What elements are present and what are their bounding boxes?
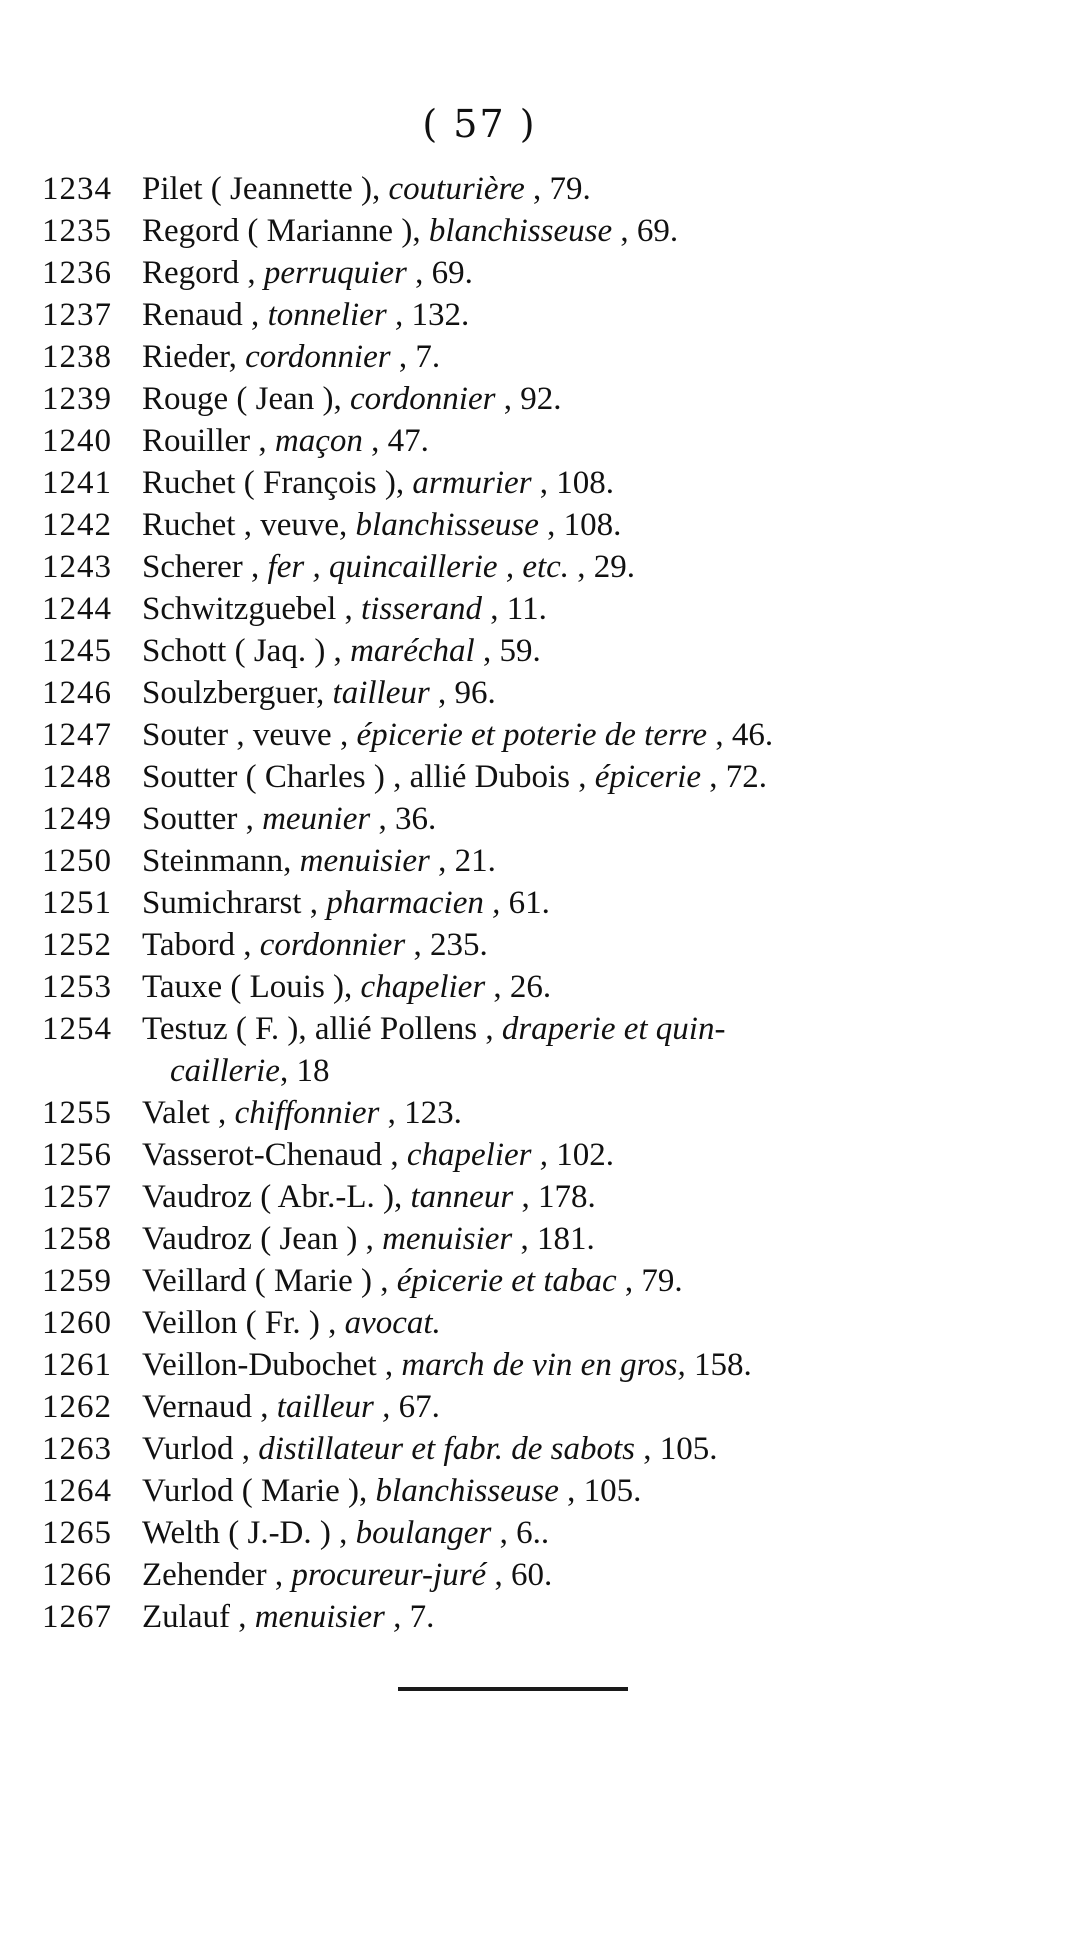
list-item — [42, 546, 982, 588]
entry-text — [142, 1428, 982, 1470]
entry-name: Veillon ( Fr. ) , — [142, 1305, 337, 1341]
entry-occupation: maréchal — [350, 633, 475, 669]
entry-occupation: chiffonnier — [234, 1095, 380, 1131]
entry-name: Testuz ( F. ), allié Pollens , — [142, 1011, 494, 1047]
entry-reference: , 92. — [503, 381, 562, 417]
entry-occupation: blanchisseuse — [375, 1473, 559, 1509]
entry-number: 1252 — [42, 927, 112, 963]
list-item — [42, 210, 982, 252]
list-item — [42, 462, 982, 504]
entry-reference: , 72. — [709, 759, 768, 795]
list-item — [42, 252, 982, 294]
list-item — [42, 336, 982, 378]
entry-text — [142, 252, 982, 294]
entry-reference: , 79. — [624, 1263, 683, 1299]
entry-occupation: procureur-juré — [291, 1557, 487, 1593]
list-item — [42, 882, 982, 924]
entry-occupation: draperie et quin- — [501, 1011, 726, 1047]
list-item — [42, 924, 982, 966]
entry-occupation-continued: caillerie — [170, 1053, 280, 1089]
list-item — [42, 1596, 982, 1638]
end-rule — [398, 1687, 628, 1691]
entry-occupation: fer , quincaillerie , etc. — [267, 549, 570, 585]
entry-name: Vaudroz ( Abr.-L. ), — [142, 1179, 403, 1215]
entry-text — [142, 294, 982, 336]
entry-text — [142, 882, 982, 924]
entry-reference: , 29. — [577, 549, 636, 585]
entry-number: 1265 — [42, 1515, 112, 1551]
entry-occupation: meunier — [262, 801, 371, 837]
entry-name: Veillon-Dubochet , — [142, 1347, 394, 1383]
entry-reference: , 60. — [494, 1557, 553, 1593]
list-item — [42, 1302, 982, 1344]
list-item — [42, 588, 982, 630]
entry-name: Zulauf , — [142, 1599, 247, 1635]
entry-reference: , 178. — [521, 1179, 596, 1215]
entry-text — [142, 420, 982, 462]
entry-name: Steinmann, — [142, 843, 292, 879]
entry-occupation: épicerie et tabac — [396, 1263, 617, 1299]
entry-number: 1261 — [42, 1347, 112, 1383]
entry-number: 1256 — [42, 1137, 112, 1173]
entry-reference: , 69. — [620, 213, 679, 249]
entry-number: 1250 — [42, 843, 112, 879]
entry-occupation: tailleur , — [276, 1389, 391, 1425]
list-item — [42, 1176, 982, 1218]
entry-occupation: blanchisseuse — [355, 507, 539, 543]
entry-reference: , 108. — [539, 465, 615, 501]
entry-name: Rouge ( Jean ), — [142, 381, 342, 417]
entry-name: Tabord , — [142, 927, 252, 963]
entry-occupation: chapelier , — [406, 1137, 548, 1173]
entry-occupation: menuisier , — [254, 1599, 402, 1635]
entry-occupation: perruquier — [263, 255, 407, 291]
entry-reference: 158. — [694, 1347, 752, 1383]
entry-name: Regord ( Marianne ), — [142, 213, 421, 249]
entry-text — [142, 504, 982, 546]
entry-occupation: tisserand — [361, 591, 483, 627]
entry-text — [142, 1512, 982, 1554]
list-item — [42, 1386, 982, 1428]
entry-name: Soutter , — [142, 801, 254, 837]
entry-name: Valet , — [142, 1095, 227, 1131]
list-item — [42, 840, 982, 882]
entry-occupation: épicerie et poterie de terre — [356, 717, 708, 753]
entry-text — [142, 378, 982, 420]
entry-number: 1234 — [42, 171, 112, 207]
entry-text — [142, 1344, 982, 1386]
entry-number: 1244 — [42, 591, 112, 627]
entry-reference: 7. — [409, 1599, 435, 1635]
entry-text — [142, 588, 982, 630]
entry-text — [142, 1554, 982, 1596]
entry-name: Renaud , — [142, 297, 260, 333]
entry-text — [142, 1260, 982, 1302]
entry-reference: , 11. — [490, 591, 547, 627]
entry-name: Pilet ( Jeannette ), — [142, 171, 381, 207]
entry-text — [142, 714, 982, 756]
entry-text — [142, 210, 982, 252]
entry-continuation — [142, 1050, 972, 1092]
list-item — [42, 672, 982, 714]
entry-number: 1266 — [42, 1557, 112, 1593]
entry-name: Ruchet ( François ), — [142, 465, 405, 501]
entry-text — [142, 1092, 982, 1134]
entry-number: 1262 — [42, 1389, 112, 1425]
list-item — [42, 1344, 982, 1386]
entry-number: 1255 — [42, 1095, 112, 1131]
entry-name: Welth ( J.-D. ) , — [142, 1515, 348, 1551]
entry-number: 1257 — [42, 1179, 112, 1215]
entry-name: Regord , — [142, 255, 256, 291]
entry-number: 1249 — [42, 801, 112, 837]
entry-occupation: chapelier — [360, 969, 486, 1005]
entry-text — [142, 168, 982, 210]
entry-number: 1237 — [42, 297, 112, 333]
entry-text — [142, 1176, 982, 1218]
entry-name: Scherer , — [142, 549, 260, 585]
entry-number: 1263 — [42, 1431, 112, 1467]
list-item — [42, 714, 982, 756]
entry-text — [142, 1134, 982, 1176]
entry-occupation: cordonnier — [350, 381, 496, 417]
entry-reference: , 36. — [378, 801, 437, 837]
list-item — [42, 630, 982, 672]
entry-reference: , 47. — [371, 423, 429, 459]
entry-number: 1259 — [42, 1263, 112, 1299]
entry-occupation: cordonnier — [259, 927, 406, 963]
entry-occupation: pharmacien , — [326, 885, 501, 921]
list-item — [42, 1470, 982, 1512]
entry-reference: , 21. — [438, 843, 496, 879]
list-item — [42, 1554, 982, 1596]
entry-number: 1241 — [42, 465, 112, 501]
list-item — [42, 798, 982, 840]
entry-number: 1238 — [42, 339, 112, 375]
entry-name: Ruchet , veuve, — [142, 507, 348, 543]
entry-name: Veillard ( Marie ) , — [142, 1263, 389, 1299]
directory-list — [42, 168, 982, 1638]
entry-number: 1258 — [42, 1221, 112, 1257]
entry-reference: 102. — [556, 1137, 614, 1173]
entry-name: Zehender , — [142, 1557, 284, 1593]
entry-number: 1247 — [42, 717, 112, 753]
entry-name: Schwitzguebel , — [142, 591, 353, 627]
entry-name: Tauxe ( Louis ), — [142, 969, 353, 1005]
list-item — [42, 1092, 982, 1134]
entry-number: 1254 — [42, 1011, 112, 1047]
entry-text — [142, 1302, 982, 1344]
list-item — [42, 168, 982, 210]
entry-number: 1246 — [42, 675, 112, 711]
entry-name: Vurlod , — [142, 1431, 251, 1467]
entry-occupation: menuisier — [382, 1221, 513, 1257]
entry-name: Soulzberguer, — [142, 675, 325, 711]
page-number: ( 57 ) — [422, 102, 537, 146]
entry-text — [142, 756, 982, 798]
entry-reference: , 235. — [413, 927, 488, 963]
entry-number: 1239 — [42, 381, 112, 417]
entry-reference: 61. — [508, 885, 550, 921]
entry-text — [142, 1470, 982, 1512]
entry-reference: , 181. — [520, 1221, 595, 1257]
list-item — [42, 1218, 982, 1260]
entry-number: 1267 — [42, 1599, 112, 1635]
entry-occupation: distillateur et fabr. de sabots — [258, 1431, 636, 1467]
entry-occupation: blanchisseuse — [428, 213, 613, 249]
entry-occupation: avocat. — [344, 1305, 441, 1341]
entry-name: Vernaud , — [142, 1389, 269, 1425]
entry-reference: , 46. — [715, 717, 774, 753]
list-item — [42, 504, 982, 546]
entry-name: Vasserot-Chenaud , — [142, 1137, 399, 1173]
entry-occupation: cordonnier — [245, 339, 391, 375]
entry-reference: , 108. — [547, 507, 622, 543]
entry-text — [142, 462, 982, 504]
entry-name: Schott ( Jaq. ) , — [142, 633, 342, 669]
list-item — [42, 1008, 982, 1092]
entry-occupation: armurier — [412, 465, 532, 501]
entry-number: 1248 — [42, 759, 112, 795]
entry-text — [142, 798, 982, 840]
entry-occupation: épicerie — [594, 759, 702, 795]
entry-occupation: boulanger — [355, 1515, 492, 1551]
list-item — [42, 966, 982, 1008]
entry-reference: , 96. — [437, 675, 496, 711]
entry-occupation: couturière — [388, 171, 525, 207]
list-item — [42, 756, 982, 798]
entry-number: 1251 — [42, 885, 112, 921]
entry-reference: 67. — [398, 1389, 440, 1425]
entry-text — [142, 546, 982, 588]
list-item — [42, 1260, 982, 1302]
entry-occupation: tailleur — [332, 675, 430, 711]
entry-reference: , 6.. — [499, 1515, 550, 1551]
entry-name: Vaudroz ( Jean ) , — [142, 1221, 374, 1257]
entry-occupation: tanneur — [410, 1179, 514, 1215]
entry-text — [142, 1218, 982, 1260]
entry-name: Rouiller , — [142, 423, 267, 459]
entry-occupation: tonnelier , — [267, 297, 404, 333]
entry-text — [142, 1596, 982, 1638]
entry-text — [142, 924, 982, 966]
entry-number: 1245 — [42, 633, 112, 669]
entry-occupation: maçon — [274, 423, 363, 459]
entry-name: Souter , veuve , — [142, 717, 349, 753]
entry-number: 1264 — [42, 1473, 112, 1509]
entry-reference: , 26. — [493, 969, 552, 1005]
entry-reference: , 7. — [398, 339, 441, 375]
list-item — [42, 1134, 982, 1176]
entry-reference: , 105. — [567, 1473, 642, 1509]
entry-text — [142, 672, 982, 714]
entry-name: Soutter ( Charles ) , allié Dubois , — [142, 759, 587, 795]
entry-number: 1260 — [42, 1305, 112, 1341]
entry-number: 1243 — [42, 549, 112, 585]
entry-reference: , 79. — [533, 171, 591, 207]
entry-occupation: march de vin en gros, — [401, 1347, 686, 1383]
entry-name: Vurlod ( Marie ), — [142, 1473, 368, 1509]
entry-number: 1253 — [42, 969, 112, 1005]
entry-number: 1235 — [42, 213, 112, 249]
list-item — [42, 1512, 982, 1554]
entry-text — [142, 336, 982, 378]
list-item — [42, 378, 982, 420]
entry-reference: , 123. — [387, 1095, 462, 1131]
entry-text — [142, 966, 982, 1008]
entry-reference: , 18 — [279, 1053, 330, 1089]
entry-text — [142, 1386, 982, 1428]
list-item — [42, 1428, 982, 1470]
entry-reference: , 69. — [415, 255, 473, 291]
entry-number: 1236 — [42, 255, 112, 291]
entry-name: Rieder, — [142, 339, 237, 375]
entry-text — [142, 1008, 982, 1092]
entry-number: 1242 — [42, 507, 112, 543]
entry-text — [142, 630, 982, 672]
list-item — [42, 420, 982, 462]
entry-reference: , 105. — [643, 1431, 718, 1467]
entry-name: Sumichrarst , — [142, 885, 318, 921]
entry-reference: , 59. — [482, 633, 541, 669]
entry-reference: 132. — [411, 297, 470, 333]
entry-text — [142, 840, 982, 882]
list-item — [42, 294, 982, 336]
entry-occupation: menuisier — [299, 843, 430, 879]
entry-number: 1240 — [42, 423, 112, 459]
